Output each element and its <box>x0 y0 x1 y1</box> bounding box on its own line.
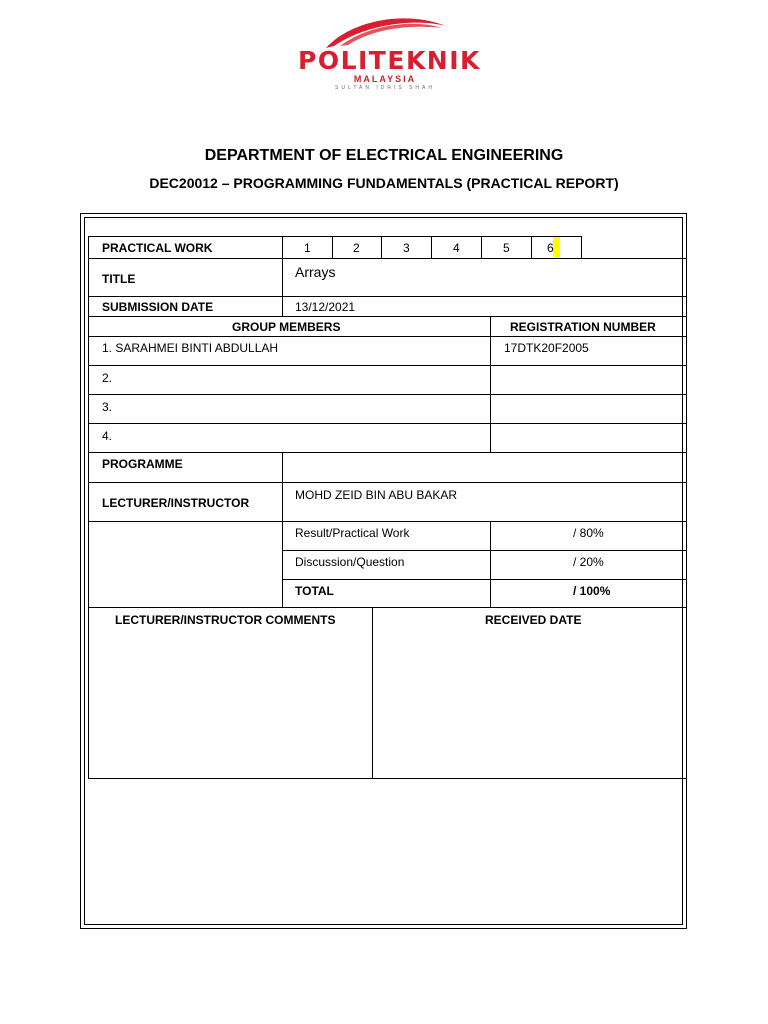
member-name: 3. <box>102 400 113 414</box>
received-date-label: RECEIVED DATE <box>485 613 582 627</box>
lecturer-label: LECTURER/INSTRUCTOR <box>102 496 250 510</box>
group-members-header-cell <box>88 316 491 337</box>
programme-label-cell <box>88 452 283 483</box>
programme-value-cell[interactable] <box>282 452 687 483</box>
practical-number-label: 2 <box>353 241 360 255</box>
department-title: DEPARTMENT OF ELECTRICAL ENGINEERING <box>204 147 564 164</box>
marks-discussion-label-cell <box>282 550 491 580</box>
group-members-header: GROUP MEMBERS <box>232 320 341 334</box>
comments-cell[interactable] <box>88 607 373 779</box>
submission-date-value: 13/12/2021 <box>295 300 356 314</box>
title-value: Arrays <box>295 264 336 280</box>
practical-number-4[interactable] <box>431 236 482 259</box>
marks-total-label: TOTAL <box>295 584 334 598</box>
lecturer-label-cell <box>88 482 283 522</box>
practical-number-label: 1 <box>304 241 311 255</box>
practical-number-label: 3 <box>403 241 410 255</box>
marks-result-label: Result/Practical Work <box>295 526 410 540</box>
marks-total-label-cell <box>282 579 491 608</box>
title-label-cell <box>88 258 283 297</box>
marks-discussion-value-cell[interactable] <box>490 550 687 580</box>
marks-discussion-value: / 20% <box>573 555 604 569</box>
marks-blank-cell <box>88 521 283 608</box>
received-date-cell[interactable] <box>372 607 687 779</box>
member-row-3-name-cell[interactable] <box>88 394 491 424</box>
lecturer-value: MOHD ZEID BIN ABU BAKAR <box>295 488 458 502</box>
practical-number-5[interactable] <box>481 236 532 259</box>
logo-tagline: SULTAN IDRIS SHAH <box>335 85 435 91</box>
title-value-cell[interactable] <box>282 258 687 297</box>
member-row-1-reg-cell[interactable] <box>490 336 687 366</box>
practical-number-1[interactable] <box>282 236 333 259</box>
member-row-2-name-cell[interactable] <box>88 365 491 395</box>
marks-result-label-cell <box>282 521 491 551</box>
practical-number-2[interactable] <box>332 236 382 259</box>
registration-number-header: REGISTRATION NUMBER <box>510 320 656 334</box>
practical-number-label: 6 <box>547 241 554 255</box>
practical-number-6[interactable] <box>531 236 582 259</box>
practical-number-label: 5 <box>503 241 510 255</box>
practical-number-3[interactable] <box>381 236 432 259</box>
lecturer-value-cell[interactable] <box>282 482 687 522</box>
submission-value-cell[interactable] <box>282 296 687 317</box>
logo-subtitle: MALAYSIA <box>353 74 417 84</box>
registration-header-cell <box>490 316 687 337</box>
programme-label: PROGRAMME <box>102 457 183 471</box>
member-row-2-reg-cell[interactable] <box>490 365 687 395</box>
member-name: 2. <box>102 371 113 385</box>
politeknik-logo <box>296 12 481 91</box>
logo-wordmark: POLITEKNIK <box>298 46 481 75</box>
practical-work-label-cell <box>88 236 283 259</box>
member-name: 4. <box>102 429 113 443</box>
marks-result-value: / 80% <box>573 526 604 540</box>
member-registration: 17DTK20F2005 <box>504 341 589 355</box>
submission-date-label: SUBMISSION DATE <box>102 300 214 314</box>
member-row-4-name-cell[interactable] <box>88 423 491 453</box>
marks-result-value-cell[interactable] <box>490 521 687 551</box>
course-title: DEC20012 – PROGRAMMING FUNDAMENTALS (PRACTICAL REPORT) <box>149 175 619 191</box>
member-row-3-reg-cell[interactable] <box>490 394 687 424</box>
marks-total-value-cell[interactable] <box>490 579 687 608</box>
practical-work-label: PRACTICAL WORK <box>102 241 213 255</box>
marks-discussion-label: Discussion/Question <box>295 555 405 569</box>
title-label: TITLE <box>102 272 136 286</box>
comments-label: LECTURER/INSTRUCTOR COMMENTS <box>115 613 336 627</box>
member-name: 1. SARAHMEI BINTI ABDULLAH <box>102 341 279 355</box>
marks-total-value: / 100% <box>573 584 611 598</box>
submission-label-cell <box>88 296 283 317</box>
member-row-4-reg-cell[interactable] <box>490 423 687 453</box>
practical-number-label: 4 <box>453 241 460 255</box>
member-row-1-name-cell[interactable] <box>88 336 491 366</box>
